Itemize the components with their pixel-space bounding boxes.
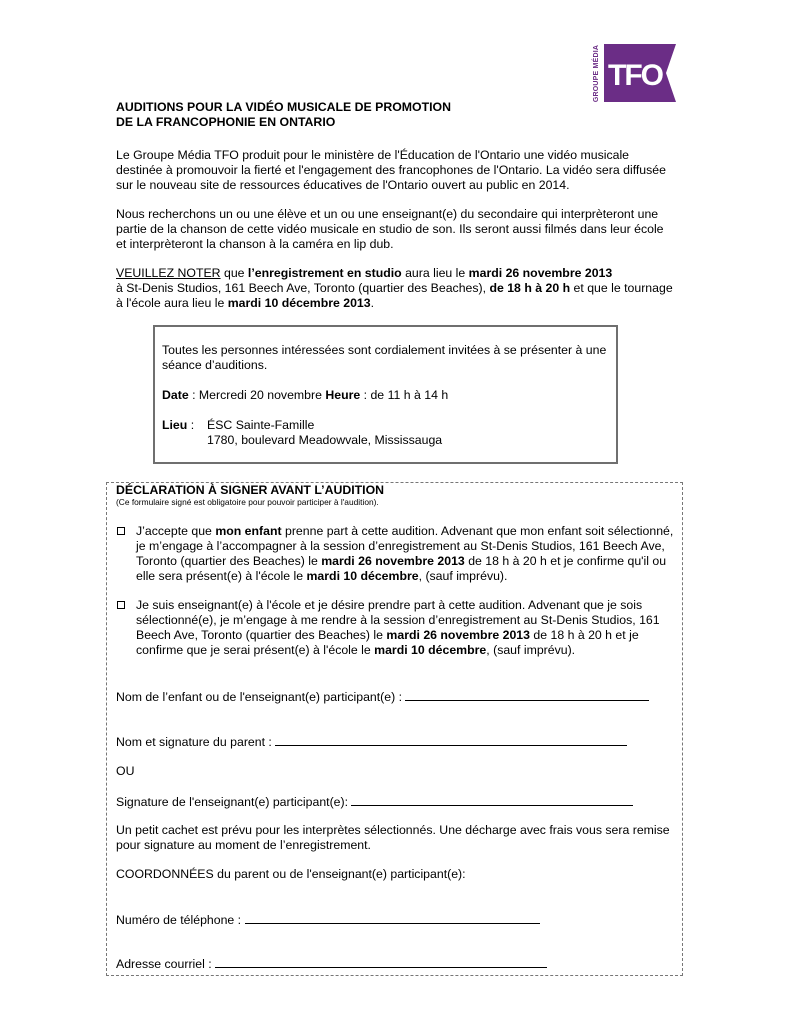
email-input[interactable] [215,956,547,968]
participant-name-field: Nom de l’enfant ou de l'enseignant(e) participant(e) : [116,689,649,705]
logo-name: TFO [608,59,662,92]
audition-date-time: Date : Mercredi 20 novembre Heure : de 11 h à 14 h [162,388,449,402]
audition-info-box [153,325,618,464]
audition-location: Lieu : ÉSC Sainte-Famille 1780, boulevard Meadowvale, Mississauga [162,418,612,448]
parent-consent-option: J’accepte que mon enfant prenne part à cette audition. Advenant que mon enfant soit sélectionné, je m’engage à l’accompagner à la session d’enregistrement au St-Denis Studios, 161 Beech Ave, Toronto (quartier des Beaches) le mardi 26 novembre 2013 de 18 h à 20 h et je confirme qu'il ou elle sera présent(e) à l'école le mardi 10 décembre, (sauf imprévu). [116,524,676,584]
participant-name-input[interactable] [405,689,649,701]
parent-signature-input[interactable] [275,734,627,746]
tfo-logo [590,44,676,102]
parent-signature-field: Nom et signature du parent : [116,734,627,750]
box-intro: Toutes les personnes intéressées sont cordialement invitées à se présenter à une séance d’auditions. [162,343,607,372]
teacher-consent-option: Je suis enseignant(e) à l'école et je désire prendre part à cette audition. Advenant que je sois sélectionné(e), je m’engage à me rendre à la session d’enregistrement au St-Denis Studios, 161 Beech Ave, Toronto (quartier des Beaches) le mardi 26 novembre 2013 de 18 h à 20 h et je confirme que je serai présent(e) à l'école le mardi 10 décembre, (sauf imprévu). [116,598,676,658]
note-label: VEUILLEZ NOTER [116,266,221,280]
declaration-note: (Ce formulaire signé est obligatoire pour pouvoir participer à l'audition). [116,497,379,507]
location-name: ÉSC Sainte-Famille [207,418,315,432]
email-field: Adresse courriel : [116,956,547,972]
tfo-flag-icon [604,44,676,102]
checkbox-icon[interactable] [117,527,125,535]
title-line-1: AUDITIONS POUR LA VIDÉO MUSICALE DE PROMOTION [116,100,451,114]
title-line-2: DE LA FRANCOPHONIE EN ONTARIO [116,115,336,129]
intro-paragraph: Le Groupe Média TFO produit pour le ministère de l'Éducation de l'Ontario une vidéo musicale destinée à promouvoir la fierté et l'engagement des francophones de l'Ontario. La vidéo sera diffusée sur le nouveau site de ressources éducatives de l'Ontario ouvert au public en 2014. [116,148,666,192]
phone-field: Numéro de téléphone : [116,912,540,928]
note-address: à St-Denis Studios, 161 Beech Ave, Toronto (quartier des Beaches), [116,281,490,295]
logo-side-text: GROUPE MÉDIA [593,44,601,102]
page-title [116,100,451,130]
note-paragraph: VEUILLEZ NOTER que l’enregistrement en studio aura lieu le mardi 26 novembre 2013 à St-Denis Studios, 161 Beech Ave, Toronto (quartier des Beaches), de 18 h à 20 h et que le tournage à l'école aura lieu le mardi 10 décembre 2013. [116,266,673,310]
phone-input[interactable] [245,912,540,924]
declaration-title: DÉCLARATION À SIGNER AVANT L’AUDITION [116,483,385,497]
checkbox-icon[interactable] [117,601,125,609]
fee-paragraph: Un petit cachet est prévu pour les interprètes sélectionnés. Une décharge avec frais vous sera remise pour signature au moment de l’enregistrement. [116,823,670,852]
location-address: 1780, boulevard Meadowvale, Mississauga [207,433,443,447]
teacher-signature-input[interactable] [351,794,633,806]
search-paragraph: Nous recherchons un ou une élève et un ou une enseignant(e) du secondaire qui interprèteront une partie de la chanson de cette vidéo musicale en studio de son. Ils seront aussi filmés dans leur école et interprèteront la chanson à la caméra en lip dub. [116,207,664,251]
teacher-signature-field: Signature de l'enseignant(e) participant(e): [116,794,633,810]
contact-heading: COORDONNÉES du parent ou de l'enseignant(e) participant(e): [116,867,466,881]
or-label: OU [116,764,135,778]
